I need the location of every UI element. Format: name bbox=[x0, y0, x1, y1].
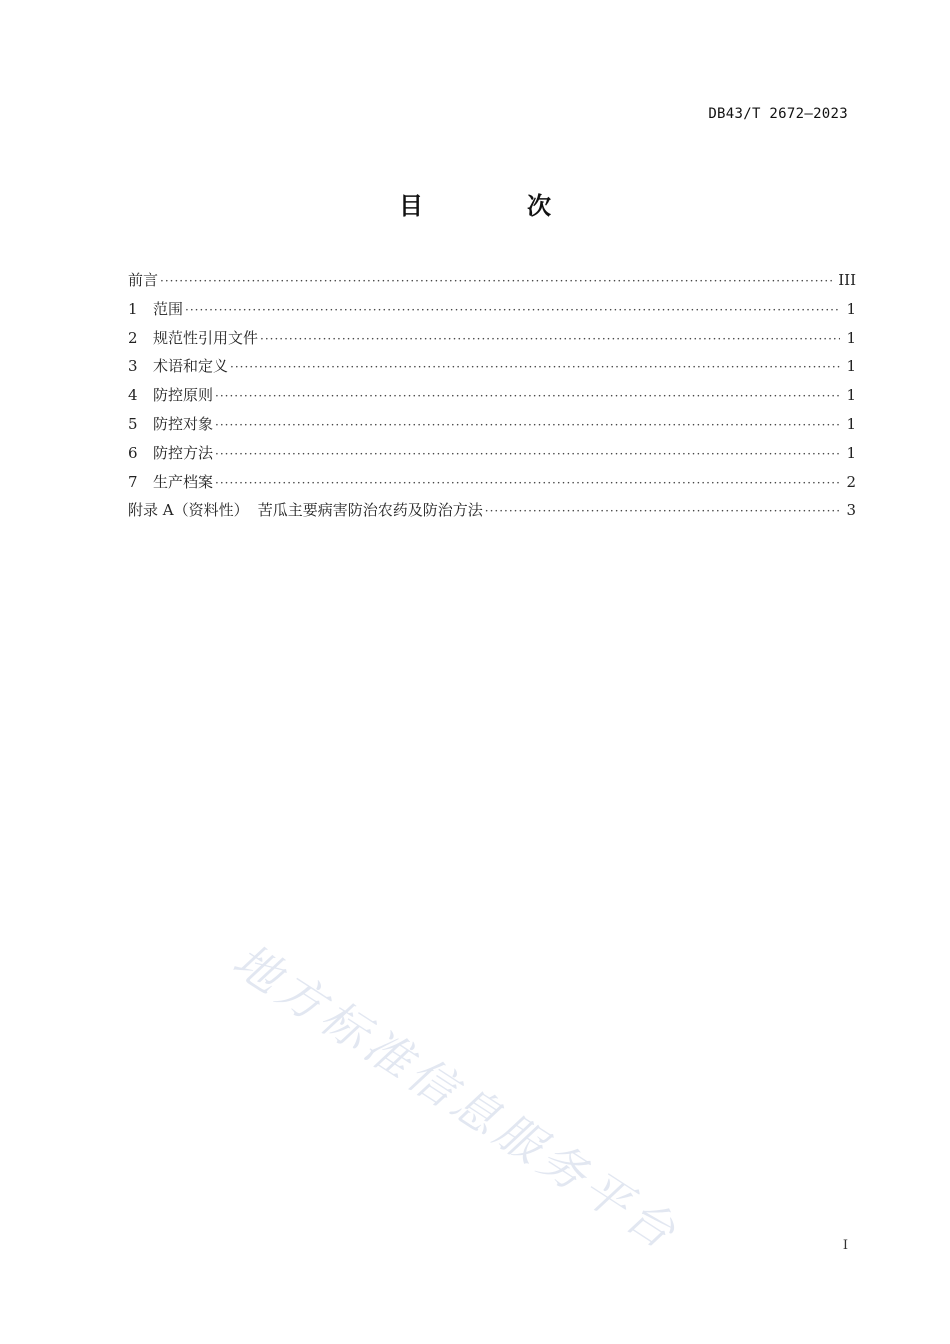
table-of-contents bbox=[128, 266, 856, 525]
toc-entry-page: III bbox=[838, 271, 856, 289]
toc-leader-dots bbox=[230, 353, 840, 382]
toc-entry-label: 术语和定义 bbox=[153, 357, 229, 376]
toc-leader-dots bbox=[215, 440, 840, 469]
toc-leader-dots bbox=[160, 267, 834, 296]
toc-entry-records[interactable] bbox=[128, 468, 856, 497]
toc-entry-methods[interactable] bbox=[128, 439, 856, 468]
watermark: 地方标准信息服务平台 bbox=[223, 932, 690, 1262]
toc-appendix-prefix: 附录 A（资料性） bbox=[128, 501, 249, 520]
toc-entry-number: 3 bbox=[128, 357, 138, 376]
toc-entry-label: 防控方法 bbox=[153, 443, 214, 462]
toc-entry-preface[interactable] bbox=[128, 266, 856, 295]
toc-entry-label: 防控对象 bbox=[153, 414, 214, 433]
toc-entry-number: 5 bbox=[128, 414, 138, 433]
toc-entry-normative-references[interactable] bbox=[128, 324, 856, 353]
toc-entry-page: 3 bbox=[846, 501, 856, 520]
toc-entry-targets[interactable] bbox=[128, 410, 856, 439]
toc-leader-dots bbox=[185, 296, 840, 325]
toc-entry-number: 7 bbox=[128, 472, 138, 491]
toc-entry-label: 生产档案 bbox=[153, 472, 214, 491]
toc-leader-dots bbox=[260, 325, 840, 354]
toc-entry-label: 规范性引用文件 bbox=[153, 328, 259, 347]
toc-entry-number: 6 bbox=[128, 443, 138, 462]
standard-code: DB43/T 2672—2023 bbox=[708, 106, 848, 122]
toc-title: 目 次 bbox=[399, 192, 591, 220]
toc-leader-dots bbox=[215, 382, 840, 411]
toc-leader-dots bbox=[215, 469, 840, 498]
toc-entry-principles[interactable] bbox=[128, 381, 856, 410]
toc-entry-scope[interactable] bbox=[128, 295, 856, 324]
toc-entry-label: 苦瓜主要病害防治农药及防治方法 bbox=[257, 501, 483, 520]
page-number: I bbox=[842, 1238, 848, 1253]
toc-entry-page: 1 bbox=[846, 357, 856, 376]
toc-leader-dots bbox=[485, 497, 840, 526]
toc-entry-page: 1 bbox=[846, 414, 856, 433]
toc-entry-page: 1 bbox=[846, 328, 856, 347]
toc-entry-label: 前言 bbox=[128, 271, 159, 289]
toc-entry-label: 范围 bbox=[153, 299, 184, 318]
toc-entry-page: 2 bbox=[846, 472, 856, 491]
toc-entry-number: 4 bbox=[128, 386, 138, 405]
toc-entry-number: 1 bbox=[128, 299, 138, 318]
toc-entry-page: 1 bbox=[846, 299, 856, 318]
toc-entry-appendix-a[interactable] bbox=[128, 496, 856, 525]
toc-entry-number: 2 bbox=[128, 328, 138, 347]
toc-entry-label: 防控原则 bbox=[153, 386, 214, 405]
toc-entry-page: 1 bbox=[846, 443, 856, 462]
toc-leader-dots bbox=[215, 411, 840, 440]
toc-entry-terms[interactable] bbox=[128, 352, 856, 381]
toc-entry-page: 1 bbox=[846, 386, 856, 405]
